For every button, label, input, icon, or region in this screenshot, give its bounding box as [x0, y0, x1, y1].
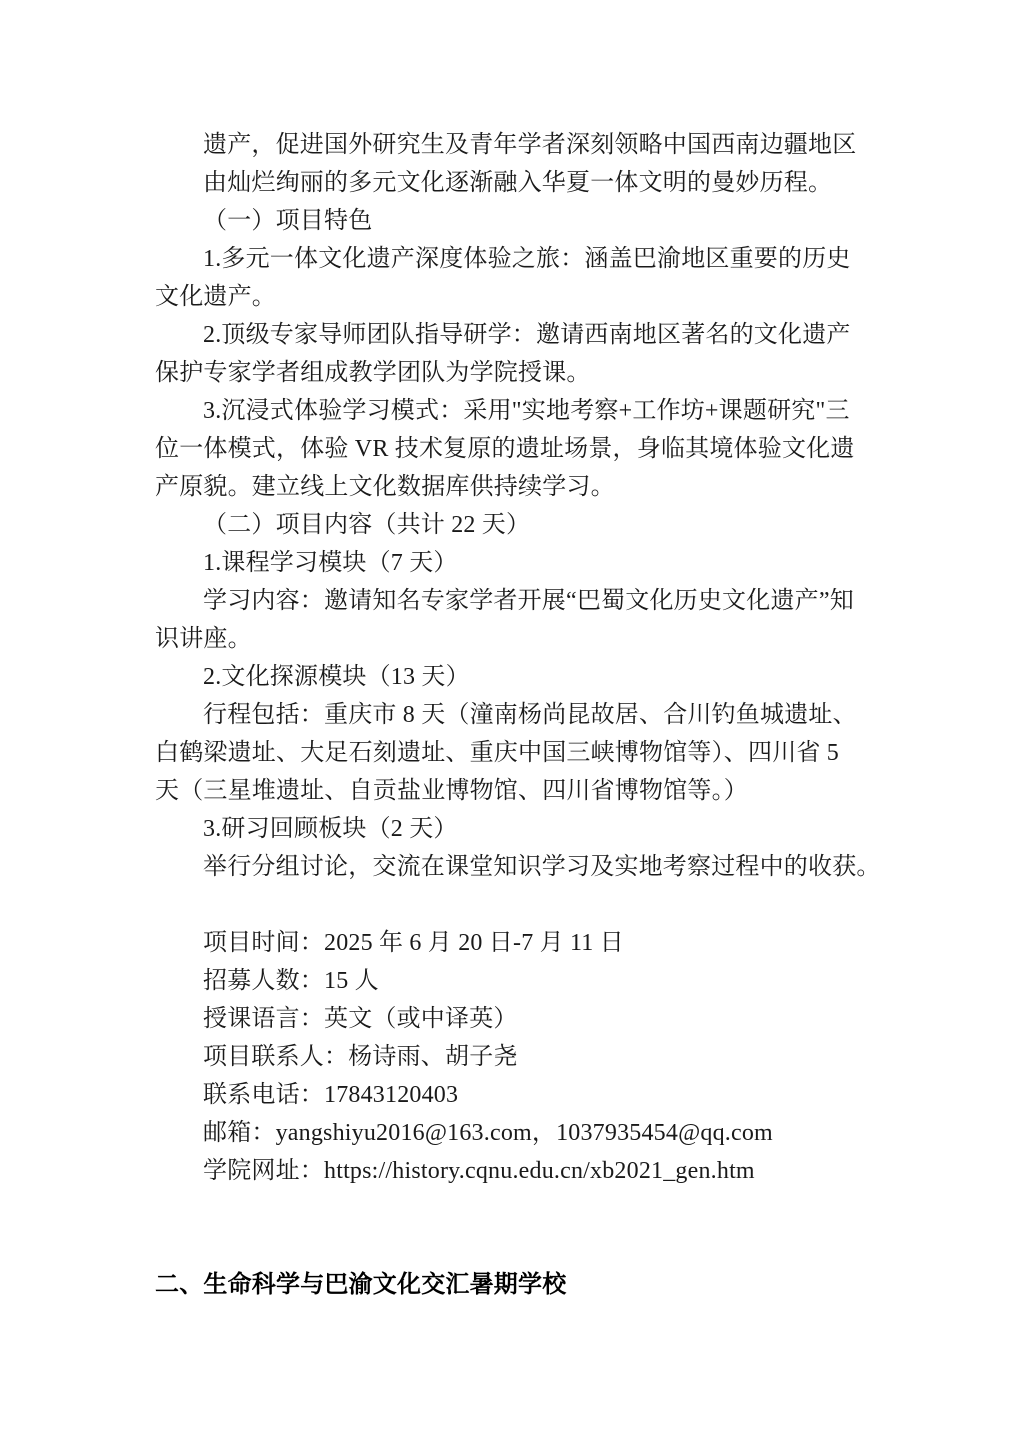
language-line: 授课语言：英文（或中译英） [203, 1006, 518, 1032]
feature-3-line: 产原貌。建立线上文化数据库供持续学习。 [155, 474, 615, 500]
contact-person-line: 项目联系人：杨诗雨、胡子尧 [203, 1044, 518, 1070]
module-1-title: 1.课程学习模块（7 天） [203, 550, 458, 576]
subsection-title-features: （一）项目特色 [203, 208, 373, 234]
blank-line [155, 1190, 881, 1228]
intro-line-1: 遗产，促进国外研究生及青年学者深刻领略中国西南边疆地区 [203, 132, 857, 158]
feature-1-line: 文化遗产。 [155, 284, 276, 310]
email-line: 邮箱：yangshiyu2016@163.com，1037935454@qq.com [203, 1120, 773, 1146]
recruit-count-line: 招募人数：15 人 [203, 968, 379, 994]
project-time-line: 项目时间：2025 年 6 月 20 日-7 月 11 日 [203, 930, 624, 956]
module-1-line: 识讲座。 [155, 626, 252, 652]
module-1-line: 学习内容：邀请知名专家学者开展“巴蜀文化历史文化遗产”知 [203, 588, 854, 614]
phone-line: 联系电话：17843120403 [203, 1082, 459, 1108]
module-3-title: 3.研习回顾板块（2 天） [203, 816, 458, 842]
feature-3-line: 3.沉浸式体验学习模式：采用"实地考察+工作坊+课题研究"三 [203, 398, 850, 424]
module-2-line: 行程包括：重庆市 8 天（潼南杨尚昆故居、合川钓鱼城遗址、 [203, 702, 857, 728]
module-2-title: 2.文化探源模块（13 天） [203, 664, 470, 690]
feature-2-line: 保护专家学者组成教学团队为学院授课。 [155, 360, 591, 386]
feature-2-line: 2.顶级专家导师团队指导研学：邀请西南地区著名的文化遗产 [203, 322, 851, 348]
module-2-line: 天（三星堆遗址、自贡盐业博物馆、四川省博物馆等。） [155, 778, 748, 804]
document-body [155, 126, 881, 1304]
website-line: 学院网址：https://history.cqnu.edu.cn/xb2021_gen.htm [203, 1158, 755, 1184]
subsection-title-content: （二）项目内容（共计 22 天） [203, 512, 531, 538]
feature-3-line: 位一体模式，体验 VR 技术复原的遗址场景，身临其境体验文化遗 [155, 436, 855, 462]
blank-line [155, 1228, 881, 1266]
module-2-line: 白鹤梁遗址、大足石刻遗址、重庆中国三峡博物馆等）、四川省 5 [155, 740, 839, 766]
module-3-line: 举行分组讨论，交流在课堂知识学习及实地考察过程中的收获。 [203, 854, 881, 880]
intro-line-2: 由灿烂绚丽的多元文化逐渐融入华夏一体文明的曼妙历程。 [203, 170, 833, 196]
feature-1-line: 1.多元一体文化遗产深度体验之旅：涵盖巴渝地区重要的历史 [203, 246, 851, 272]
blank-line [155, 886, 881, 924]
section-heading-2: 二、生命科学与巴渝文化交汇暑期学校 [155, 1272, 567, 1298]
